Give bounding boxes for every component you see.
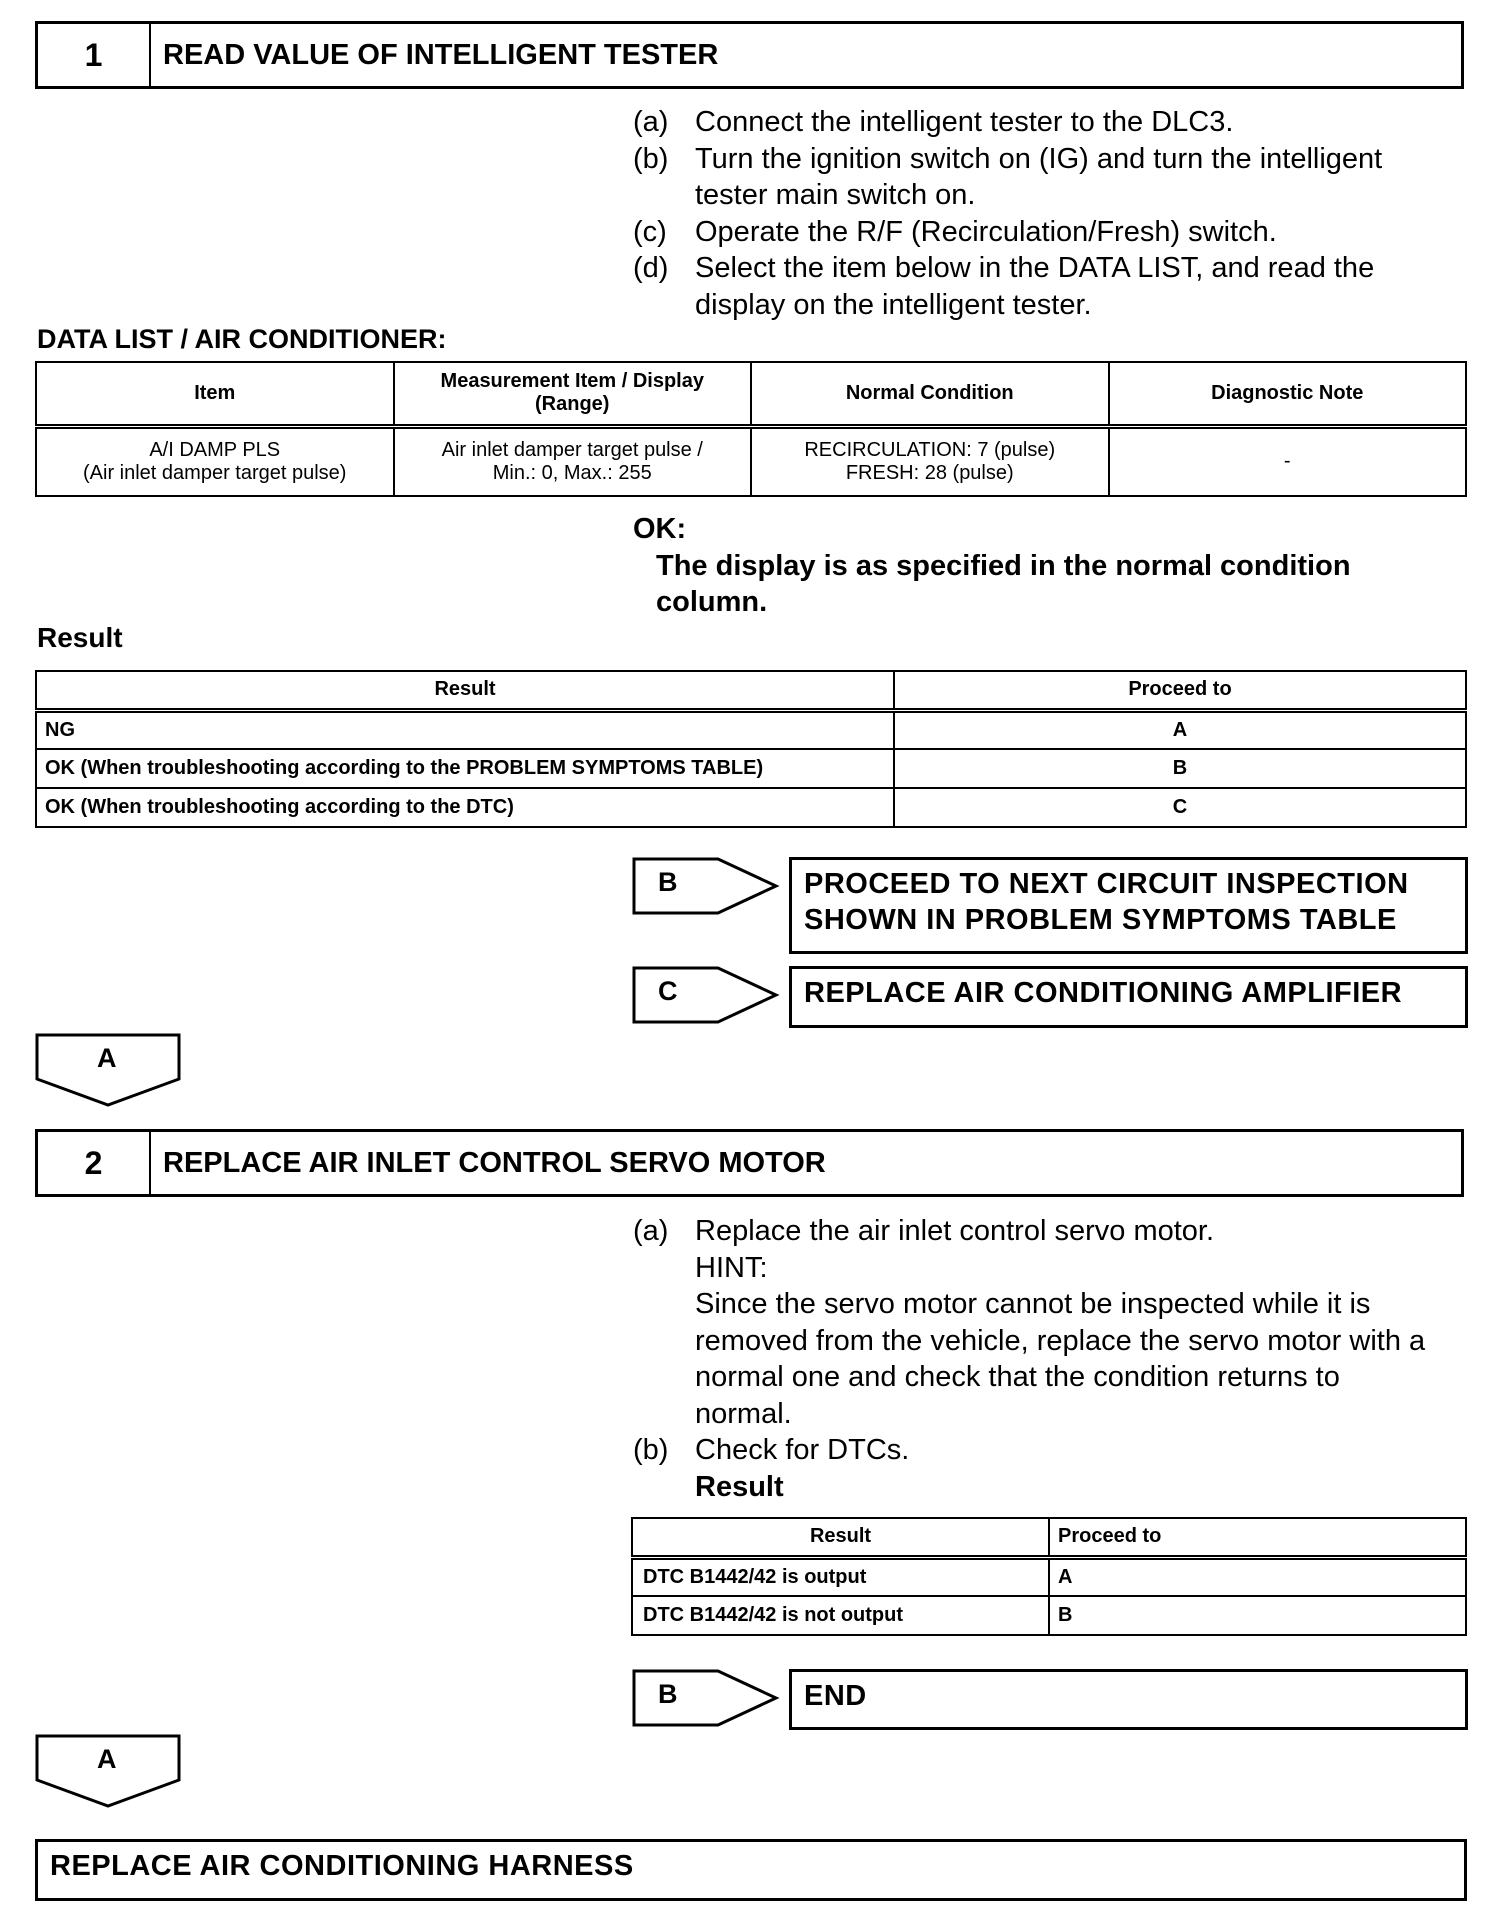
result-table-2 (631, 1517, 1467, 1636)
result-table-1 (35, 670, 1467, 828)
ok-label: OK: (633, 513, 687, 545)
header-proceed: Proceed to (894, 671, 1466, 710)
proceed-cell: A (894, 710, 1466, 749)
step-2-header (35, 1129, 1464, 1197)
cell-item (36, 426, 394, 496)
ok-criteria (656, 548, 1351, 620)
instruction-text: Check for DTCs. (695, 1434, 910, 1466)
data-list-table (35, 361, 1467, 497)
instruction-text: Connect the intelligent tester to the DLC3. (695, 106, 1234, 138)
result-cell: DTC B1442/42 is not output (632, 1596, 1049, 1635)
header-result: Result (632, 1518, 1049, 1557)
cell-line: FRESH: 28 (pulse) (845, 461, 1014, 484)
proceed-cell: B (1049, 1596, 1466, 1635)
branch-b-destination (789, 857, 1468, 954)
cell-line: RECIRCULATION: 7 (pulse) (804, 438, 1056, 461)
step-number: 1 (38, 24, 151, 86)
result-cell: OK (When troubleshooting according to the DTC) (36, 788, 894, 827)
proceed-cell: C (894, 788, 1466, 827)
header-measurement-line: Measurement Item / Display (440, 370, 704, 393)
instruction-label: (c) (633, 215, 667, 248)
branch-c-arrow (632, 966, 780, 1024)
instruction-text: Select the item below in the DATA LIST, and read the (695, 252, 1375, 284)
cell-line: Air inlet damper target pulse / (441, 438, 703, 461)
instruction-text: Operate the R/F (Recirculation/Fresh) switch. (695, 215, 1277, 248)
ok-line: column. (656, 586, 768, 618)
branch-b-arrow (632, 857, 780, 915)
instruction-label: (b) (633, 1434, 669, 1466)
instruction-label: (d) (633, 252, 669, 284)
step-number: 2 (38, 1132, 151, 1194)
ok-line: The display is as specified in the normal condition (656, 550, 1351, 582)
branch-c-destination: REPLACE AIR CONDITIONING AMPLIFIER (789, 966, 1468, 1028)
hint-text: normal. (695, 1397, 792, 1430)
header-normal: Normal Condition (751, 362, 1109, 426)
cell-line: Min.: 0, Max.: 255 (492, 461, 652, 484)
header-measurement (394, 362, 752, 426)
instruction-text: tester main switch on. (695, 179, 976, 211)
header-proceed: Proceed to (1049, 1518, 1466, 1557)
hint-text: removed from the vehicle, replace the servo motor with a (695, 1324, 1426, 1357)
branch-letter: C (658, 976, 678, 1006)
result-heading: Result (37, 622, 123, 653)
header-measurement-line: (Range) (535, 393, 610, 416)
hint-text: Since the servo motor cannot be inspected while it is (695, 1288, 1371, 1320)
instruction-text: Turn the ignition switch on (IG) and turn the intelligent (695, 142, 1383, 175)
destination-line: SHOWN IN PROBLEM SYMPTOMS TABLE (804, 904, 1397, 936)
result-cell: NG (36, 710, 894, 749)
branch-letter: A (97, 1744, 117, 1774)
header-note: Diagnostic Note (1109, 362, 1467, 426)
right-arrow-icon (632, 1669, 780, 1727)
result-heading: Result (695, 1470, 784, 1503)
instruction-text: Replace the air inlet control servo motor. (695, 1215, 1215, 1247)
cell-line: (Air inlet damper target pulse) (83, 461, 347, 484)
continue-a-arrow (35, 1033, 183, 1107)
branch-letter: A (97, 1043, 117, 1073)
continue-a-arrow-2 (35, 1734, 183, 1808)
step-title: REPLACE AIR INLET CONTROL SERVO MOTOR (163, 1146, 826, 1179)
step-title: READ VALUE OF INTELLIGENT TESTER (163, 38, 719, 71)
instruction-label: (a) (633, 1215, 669, 1247)
branch-letter: B (658, 1679, 678, 1709)
result-cell: DTC B1442/42 is output (632, 1557, 1049, 1596)
end-box: END (789, 1669, 1468, 1730)
data-list-heading: DATA LIST / AIR CONDITIONER: (37, 324, 447, 354)
cell-line: A/I DAMP PLS (149, 438, 281, 461)
branch-letter: B (658, 867, 678, 897)
hint-text: normal one and check that the condition returns to (695, 1361, 1340, 1393)
cell-note: - (1109, 426, 1467, 496)
hint-label: HINT: (695, 1251, 768, 1284)
proceed-cell: B (894, 749, 1466, 788)
branch-b-arrow-2 (632, 1669, 780, 1727)
instruction-label: (a) (633, 106, 669, 138)
instruction-text: display on the intelligent tester. (695, 288, 1092, 321)
result-cell: OK (When troubleshooting according to the PROBLEM SYMPTOMS TABLE) (36, 749, 894, 788)
step-1-header (35, 21, 1464, 89)
header-item: Item (36, 362, 394, 426)
destination-line: PROCEED TO NEXT CIRCUIT INSPECTION (804, 868, 1409, 900)
instruction-label: (b) (633, 142, 669, 175)
proceed-cell: A (1049, 1557, 1466, 1596)
right-arrow-icon (632, 966, 780, 1024)
right-arrow-icon (632, 857, 780, 915)
cell-normal (751, 426, 1109, 496)
header-result: Result (36, 671, 894, 710)
final-step-box: REPLACE AIR CONDITIONING HARNESS (35, 1839, 1467, 1901)
cell-measurement (394, 426, 752, 496)
